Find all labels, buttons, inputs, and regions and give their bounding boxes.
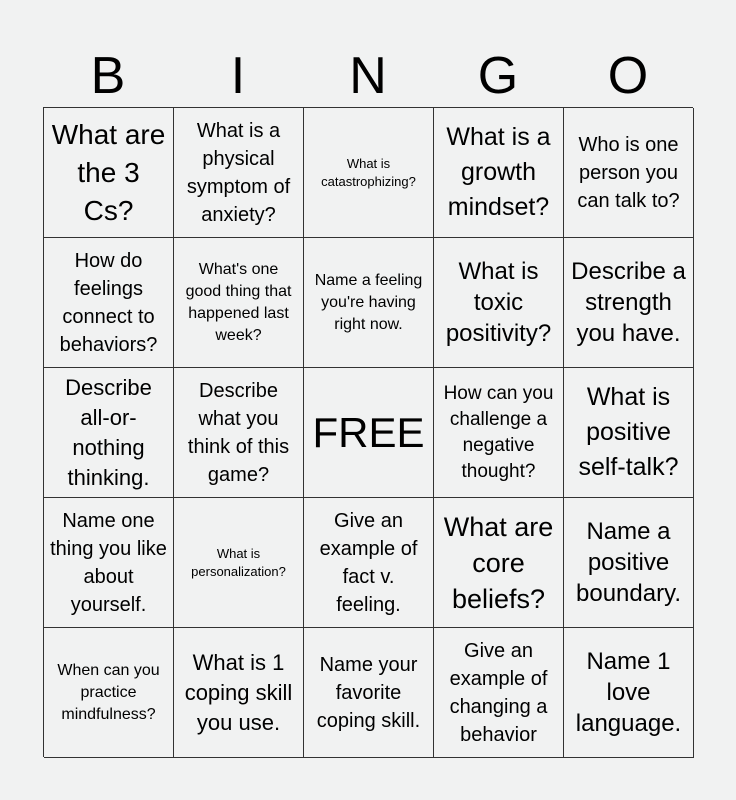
bingo-cell-3-1[interactable] <box>44 368 174 498</box>
bingo-cell-text: How do feelings connect to behaviors? <box>59 249 158 356</box>
header-letter-o: O <box>607 47 649 105</box>
bingo-cell-text: FREE <box>312 408 425 456</box>
bingo-cell-text: What is a growth mindset? <box>446 123 551 221</box>
bingo-cell-4-1[interactable] <box>44 498 174 628</box>
bingo-cell-1-1[interactable] <box>44 108 174 238</box>
bingo-cell-text: What is catastrophizing? <box>321 155 416 189</box>
bingo-cell-4-3[interactable] <box>304 498 434 628</box>
bingo-cell-text: What are the 3 Cs? <box>51 118 166 226</box>
bingo-cell-text: How can you challenge a negative thought? <box>443 382 554 482</box>
bingo-cell-text: Describe a strength you have. <box>571 258 686 347</box>
bingo-cell-text: Describe what you think of this game? <box>187 379 290 486</box>
bingo-cell-text: Name a positive boundary. <box>576 518 681 607</box>
bingo-cell-text: Name 1 love language. <box>575 648 682 737</box>
bingo-cell-text: What is positive self-talk? <box>578 383 679 481</box>
bingo-cell-3-5[interactable] <box>564 368 694 498</box>
bingo-cell-text: Describe all-or-nothing thinking. <box>65 374 152 490</box>
bingo-cell-text: What is personalization? <box>191 545 286 579</box>
bingo-cell-1-4[interactable] <box>434 108 564 238</box>
bingo-cell-text: What is 1 coping skill you use. <box>184 649 293 735</box>
bingo-cell-5-4[interactable] <box>434 628 564 758</box>
bingo-cell-5-1[interactable] <box>44 628 174 758</box>
bingo-cell-4-2[interactable] <box>174 498 304 628</box>
bingo-cell-text: Give an example of fact v. feeling. <box>319 509 418 616</box>
bingo-cell-4-5[interactable] <box>564 498 694 628</box>
bingo-cell-2-5[interactable] <box>564 238 694 368</box>
bingo-cell-2-4[interactable] <box>434 238 564 368</box>
bingo-cell-1-2[interactable] <box>174 108 304 238</box>
bingo-cell-2-3[interactable] <box>304 238 434 368</box>
bingo-cell-text: What is toxic positivity? <box>445 258 552 347</box>
bingo-cell-free[interactable] <box>304 368 434 498</box>
bingo-cell-text: Give an example of changing a behavior <box>449 639 548 746</box>
header-letter-n: N <box>349 47 387 105</box>
bingo-cell-3-2[interactable] <box>174 368 304 498</box>
bingo-cell-3-4[interactable] <box>434 368 564 498</box>
bingo-cell-text: When can you practice mindfulness? <box>57 661 160 723</box>
bingo-cell-1-5[interactable] <box>564 108 694 238</box>
header-letter-g: G <box>477 47 519 105</box>
bingo-cell-2-2[interactable] <box>174 238 304 368</box>
bingo-cell-text: Who is one person you can talk to? <box>577 133 680 212</box>
bingo-cell-2-1[interactable] <box>44 238 174 368</box>
header-letter-b: B <box>90 47 126 105</box>
bingo-cell-text: What's one good thing that happened last week? <box>185 260 292 344</box>
bingo-cell-text: Name your favorite coping skill. <box>316 653 421 732</box>
bingo-card-grid <box>43 107 693 757</box>
bingo-cell-1-3[interactable] <box>304 108 434 238</box>
bingo-cell-text: What is a physical symptom of anxiety? <box>186 119 291 226</box>
bingo-cell-5-2[interactable] <box>174 628 304 758</box>
bingo-cell-text: Name a feeling you're having right now. <box>314 271 423 333</box>
bingo-cell-5-5[interactable] <box>564 628 694 758</box>
bingo-cell-4-4[interactable] <box>434 498 564 628</box>
bingo-cell-text: Name one thing you like about yourself. <box>50 509 167 616</box>
bingo-cell-5-3[interactable] <box>304 628 434 758</box>
bingo-cell-text: What are core beliefs? <box>443 511 554 614</box>
header-letter-i: I <box>230 47 246 105</box>
bingo-header <box>43 44 693 108</box>
